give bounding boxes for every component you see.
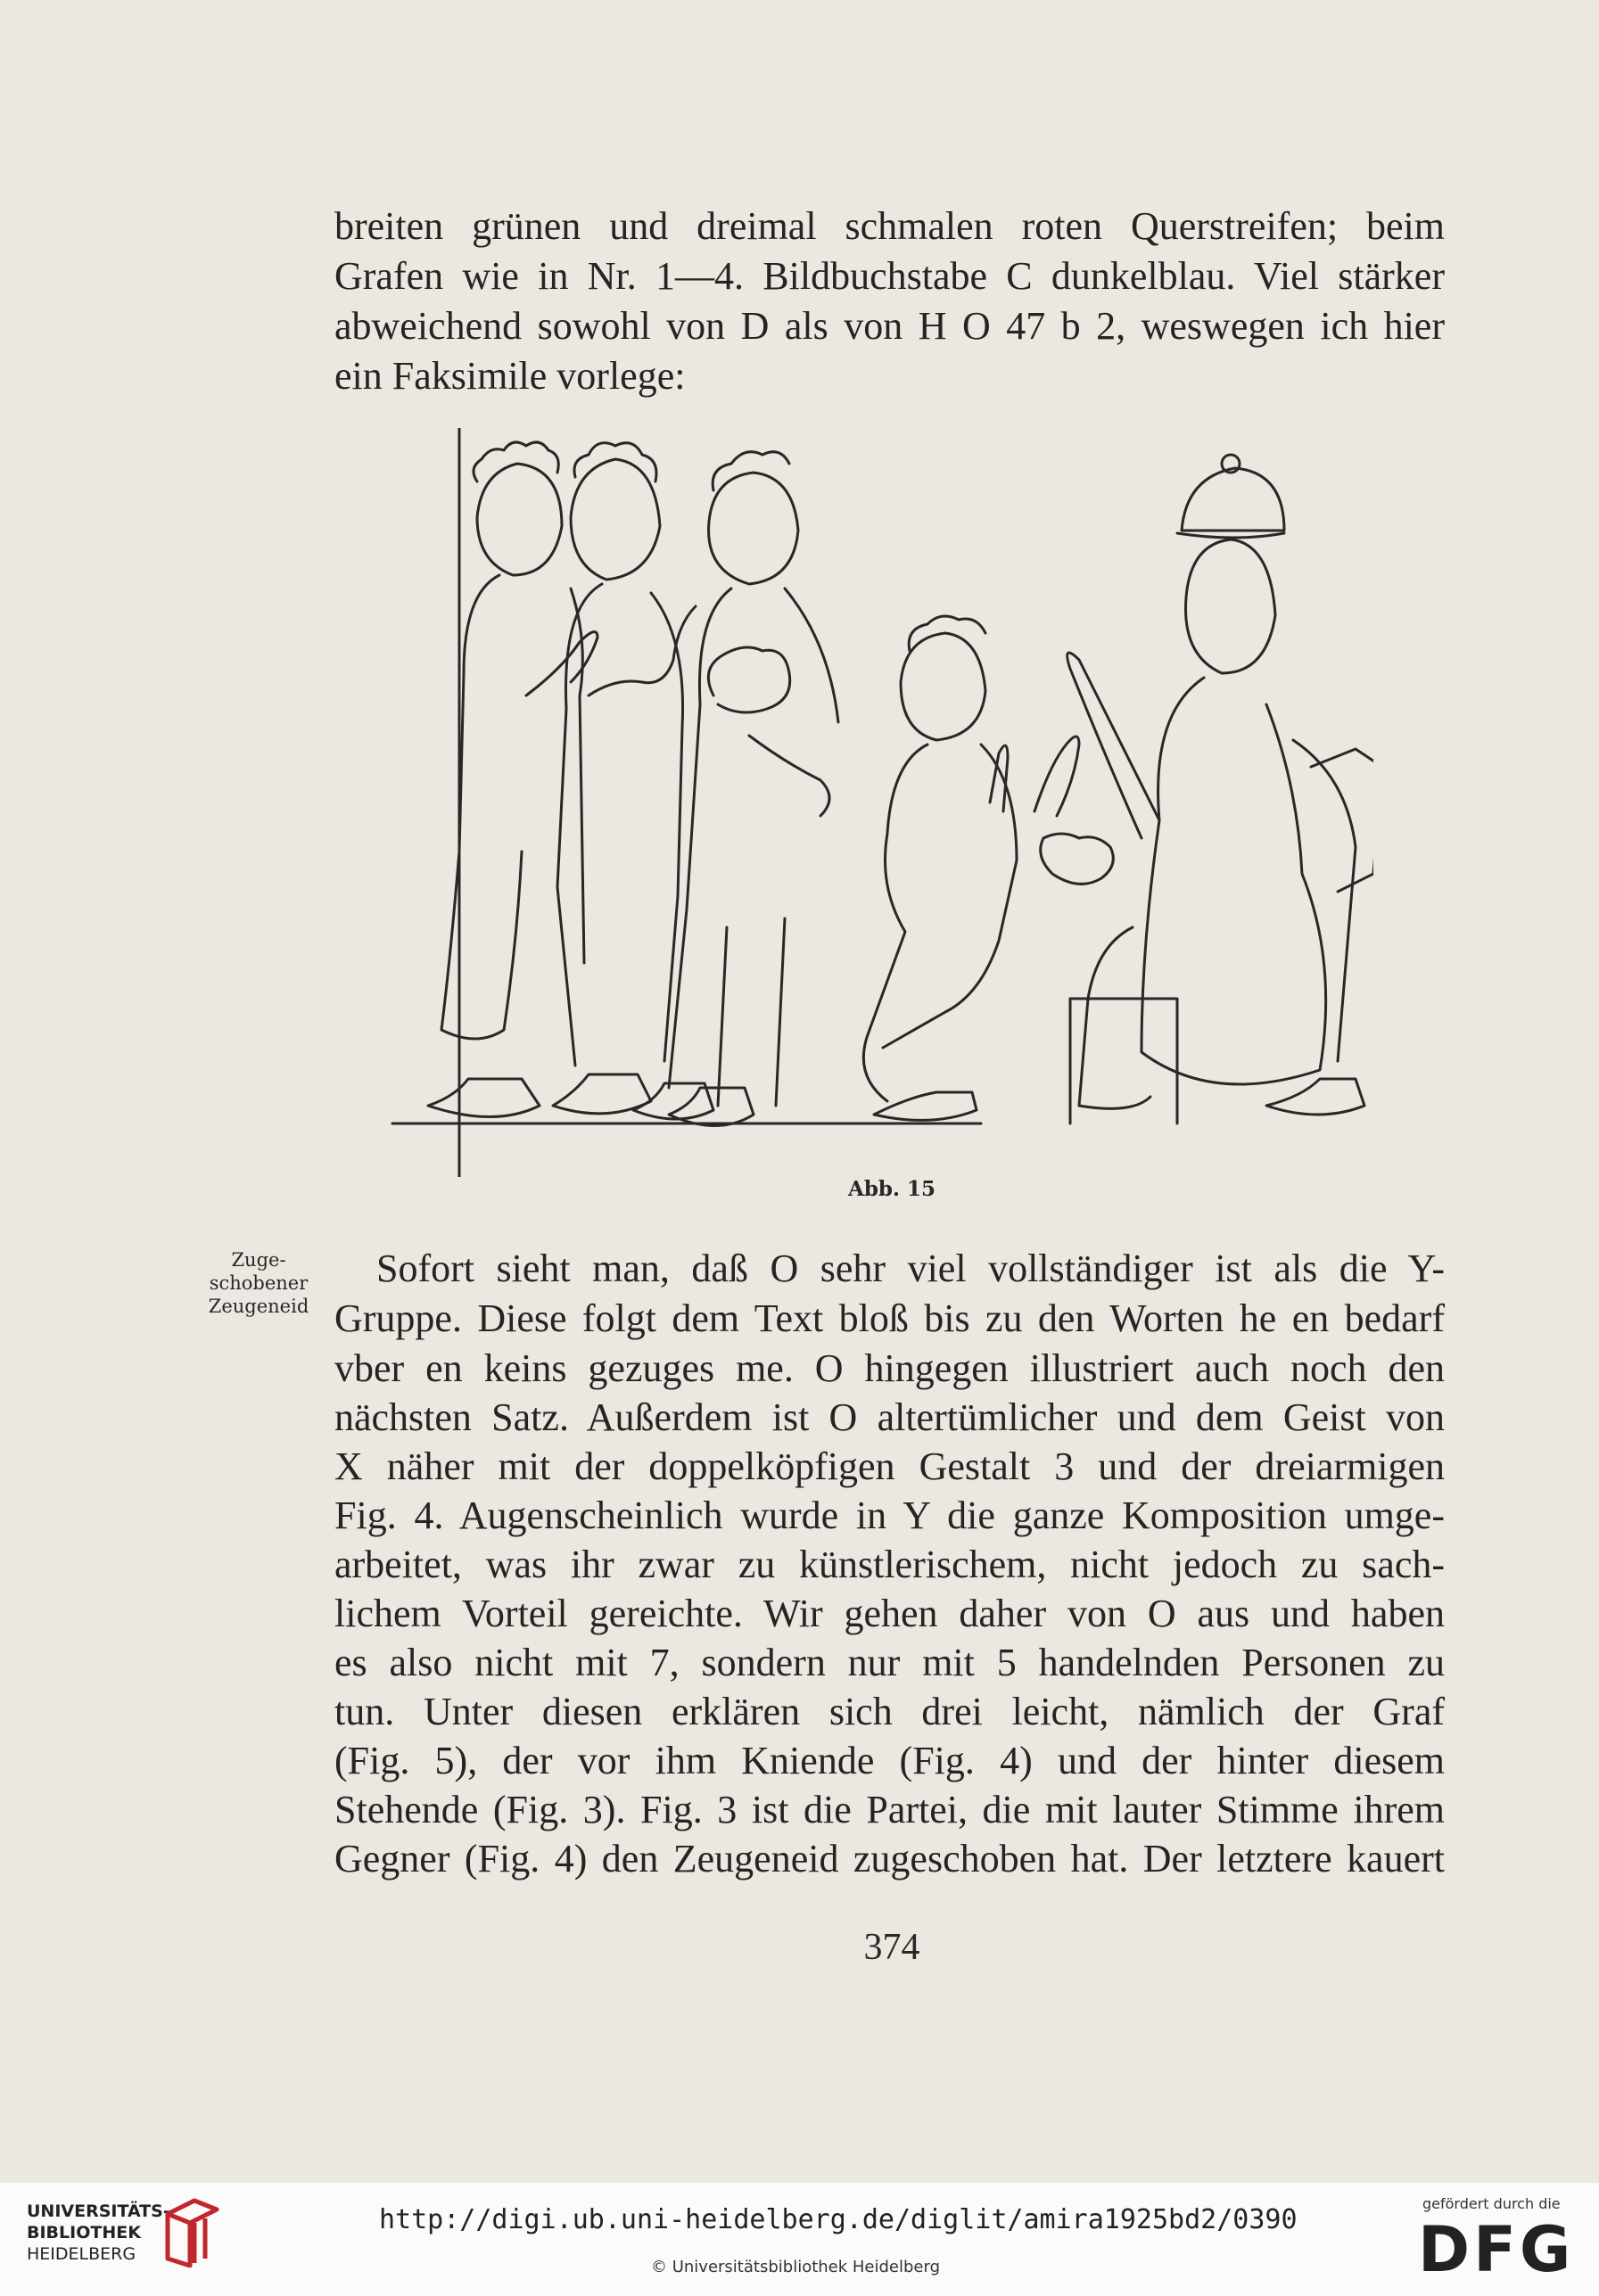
text-line: Gruppe. Diese folgt dem Text bloß bis zu den Worten he en bedarf bbox=[334, 1296, 1445, 1340]
library-name-line: BIBLIOTHEK bbox=[27, 2223, 141, 2243]
text-line: lichem Vorteil gereichte. Wir gehen daher von O aus und haben bbox=[334, 1592, 1445, 1635]
text-line: es also nicht mit 7, sondern nur mit 5 handelnden Personen zu bbox=[334, 1641, 1445, 1684]
footer-bar bbox=[0, 2183, 1599, 2296]
text-line: abweichend sowohl von D als von H O 47 b 2, weswegen ich hier bbox=[334, 304, 1445, 348]
text-line: arbeitet, was ihr zwar zu künstlerischem, nicht jedoch zu sach- bbox=[334, 1543, 1445, 1586]
text-line: Sofort sieht man, daß O sehr viel vollständiger ist als die Y- bbox=[376, 1247, 1445, 1290]
page-number: 374 bbox=[863, 1927, 920, 1968]
medieval-line-drawing-icon bbox=[375, 428, 1373, 1177]
ub-heidelberg-logo-icon bbox=[159, 2196, 221, 2267]
text-line: Fig. 4. Augenscheinlich wurde in Y die ganze Komposition umge- bbox=[334, 1494, 1445, 1537]
text-line: vber en keins gezuges me. O hingegen illustriert auch noch den bbox=[334, 1346, 1445, 1390]
library-name bbox=[27, 2201, 170, 2265]
text-line: Stehende (Fig. 3). Fig. 3 ist die Partei, die mit lauter Stimme ihrem bbox=[334, 1788, 1445, 1831]
margin-note-line: schobener bbox=[209, 1272, 309, 1294]
funding-note: gefördert durch die bbox=[1422, 2195, 1561, 2212]
permalink[interactable]: http://digi.ub.uni-heidelberg.de/diglit/amira1925bd2/0390 bbox=[379, 2204, 1298, 2235]
text-line: Grafen wie in Nr. 1—4. Bildbuchstabe C dunkelblau. Viel stärker bbox=[334, 254, 1445, 298]
text-line: breiten grünen und dreimal schmalen roten Querstreifen; beim bbox=[334, 204, 1445, 248]
dfg-logo: DFG bbox=[1418, 2213, 1575, 2286]
library-name-line: HEIDELBERG bbox=[27, 2244, 136, 2264]
text-line: X näher mit der doppelköpfigen Gestalt 3 und der dreiarmigen bbox=[334, 1444, 1445, 1488]
text-line: tun. Unter diesen erklären sich drei leicht, nämlich der Graf bbox=[334, 1690, 1445, 1733]
margin-note-line: Zeugeneid bbox=[208, 1296, 309, 1317]
margin-note-line: Zuge- bbox=[231, 1249, 286, 1271]
figure-caption: Abb. 15 bbox=[847, 1177, 936, 1201]
text-line: nächsten Satz. Außerdem ist O altertümlicher und dem Geist von bbox=[334, 1395, 1445, 1439]
margin-note bbox=[187, 1248, 330, 1318]
text-line: (Fig. 5), der vor ihm Kniende (Fig. 4) und der hinter diesem bbox=[334, 1739, 1445, 1782]
text-line: ein Faksimile vorlege: bbox=[334, 354, 686, 398]
library-name-line: UNIVERSITÄTS- bbox=[27, 2201, 170, 2221]
copyright-text: © Universitätsbibliothek Heidelberg bbox=[651, 2258, 941, 2276]
text-line: Gegner (Fig. 4) den Zeugeneid zugeschoben hat. Der letztere kauert bbox=[334, 1837, 1445, 1880]
